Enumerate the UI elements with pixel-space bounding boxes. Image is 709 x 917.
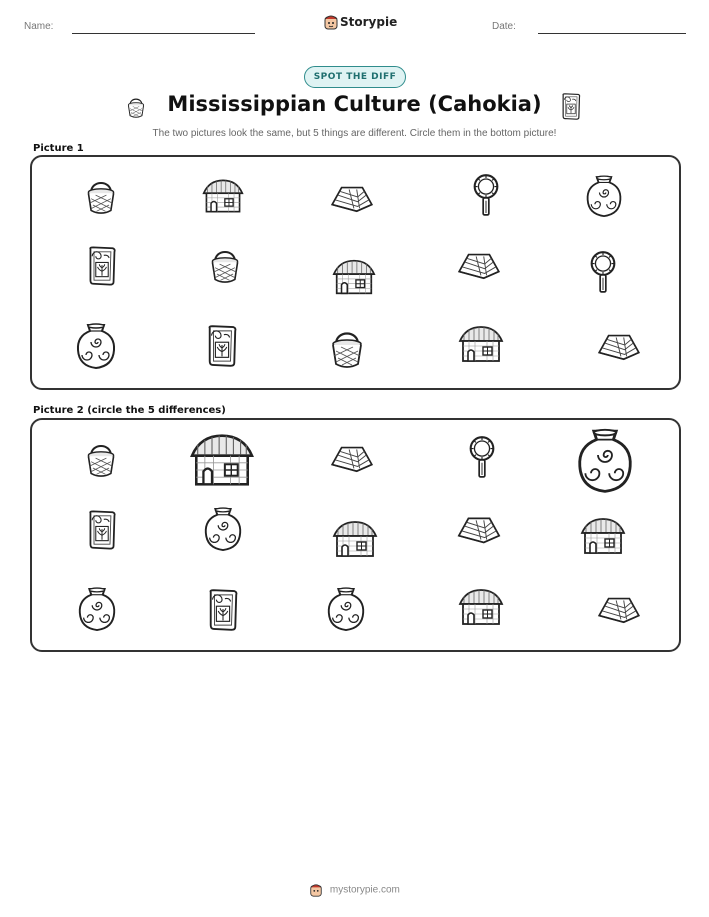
hut-icon[interactable] xyxy=(456,586,506,628)
hut-icon xyxy=(456,323,506,365)
tablet-icon[interactable] xyxy=(86,506,118,554)
storypie-mascot-icon xyxy=(323,13,339,31)
pyramid-icon[interactable] xyxy=(594,591,644,625)
hut-icon[interactable] xyxy=(186,430,258,490)
storypie-mascot-icon xyxy=(309,882,323,898)
footer-url[interactable]: mystorypie.com xyxy=(329,884,400,896)
mirror-icon[interactable] xyxy=(465,433,499,483)
pot-icon[interactable] xyxy=(76,586,118,634)
pyramid-icon xyxy=(594,328,644,362)
picture-2-label: Picture 2 (circle the 5 differences) xyxy=(33,405,226,416)
pot-icon[interactable] xyxy=(325,586,367,634)
instructions: The two pictures look the same, but 5 things are different. Circle them in the bottom picture! xyxy=(152,128,557,139)
basket-icon[interactable] xyxy=(83,436,119,482)
tablet-icon xyxy=(560,92,582,121)
basket-icon xyxy=(327,324,367,372)
pyramid-icon[interactable] xyxy=(455,510,503,546)
hut-icon[interactable] xyxy=(577,515,629,557)
pyramid-icon xyxy=(455,247,503,281)
pyramid-icon xyxy=(328,180,376,214)
hut-icon xyxy=(200,176,246,216)
basket-icon xyxy=(207,243,243,287)
page-title: Mississippian Culture (Cahokia) xyxy=(167,92,542,116)
name-line xyxy=(72,33,255,34)
date-line xyxy=(538,33,686,34)
brand-name: Storypie xyxy=(340,15,398,29)
mirror-icon xyxy=(586,248,620,298)
pyramid-icon[interactable] xyxy=(328,440,376,474)
picture-1-label: Picture 1 xyxy=(33,143,84,154)
spot-the-diff-badge: SPOT THE DIFF xyxy=(304,66,406,88)
basket-icon xyxy=(83,174,119,218)
mirror-icon xyxy=(469,172,503,220)
pot-icon[interactable] xyxy=(202,506,244,554)
hut-icon[interactable] xyxy=(330,518,380,560)
hut-icon xyxy=(330,256,378,298)
pot-icon xyxy=(74,322,118,372)
date-label: Date: xyxy=(492,21,516,32)
brand-logo xyxy=(323,13,398,31)
tablet-icon xyxy=(86,243,118,289)
footer xyxy=(0,882,709,898)
pot-icon xyxy=(584,174,624,220)
tablet-icon xyxy=(205,323,239,369)
tablet-icon[interactable] xyxy=(206,586,240,634)
name-label: Name: xyxy=(24,21,54,32)
pot-icon[interactable] xyxy=(574,427,636,497)
